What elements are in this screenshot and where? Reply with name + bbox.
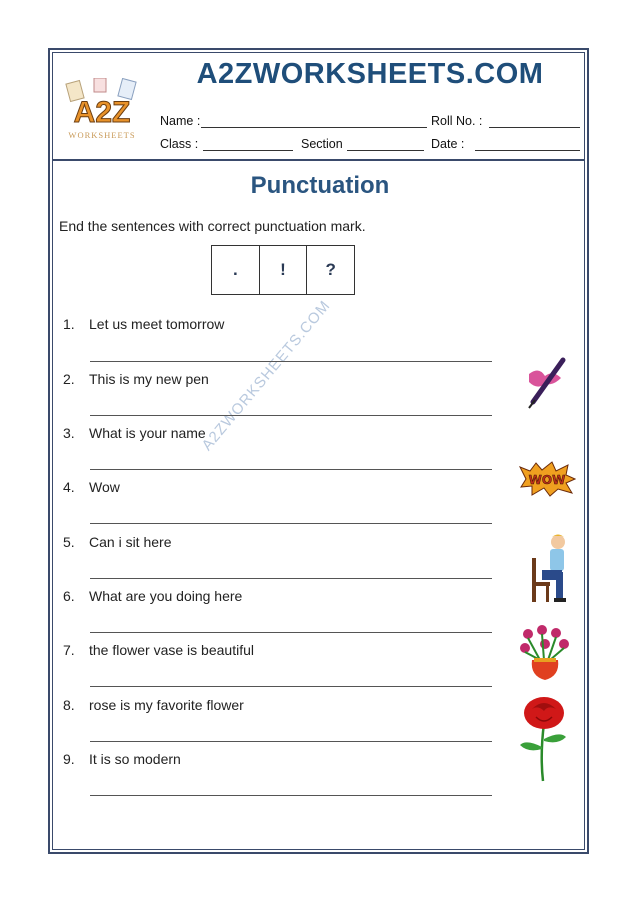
question-item: 2. This is my new pen (63, 371, 209, 387)
answer-line[interactable] (90, 361, 492, 362)
date-field[interactable] (475, 150, 580, 151)
answer-line[interactable] (90, 523, 492, 524)
answer-line[interactable] (90, 415, 492, 416)
flower-vase-icon (518, 624, 572, 682)
question-item: 9. It is so modern (63, 751, 181, 767)
mark-period: . (212, 246, 260, 294)
class-label: Class : (160, 137, 199, 151)
logo-mark: A2Z (73, 96, 131, 129)
question-text: What is your name (89, 425, 206, 441)
watermark: A2ZWORKSHEETS.COM (198, 297, 334, 454)
question-item: 1. Let us meet tomorrow (63, 316, 225, 332)
question-text: It is so modern (89, 751, 181, 767)
question-text: What are you doing here (89, 588, 243, 604)
a2z-logo (60, 78, 144, 144)
question-text: Let us meet tomorrow (89, 316, 225, 332)
answer-line[interactable] (90, 795, 492, 796)
answer-line[interactable] (90, 469, 492, 470)
question-text: This is my new pen (89, 371, 209, 387)
section-field[interactable] (347, 150, 424, 151)
header-divider (53, 159, 584, 161)
roll-field[interactable] (489, 127, 580, 128)
mark-exclamation: ! (260, 246, 308, 294)
question-item: 3. What is your name (63, 425, 206, 441)
answer-line[interactable] (90, 686, 492, 687)
logo-subtext: WORKSHEETS (68, 130, 136, 140)
question-item: 6. What are you doing here (63, 588, 243, 604)
section-label: Section (301, 137, 343, 151)
svg-text:WOW: WOW (528, 473, 566, 487)
answer-line[interactable] (90, 578, 492, 579)
question-item: 8. rose is my favorite flower (63, 697, 244, 713)
instruction-text: End the sentences with correct punctuation mark. (59, 218, 366, 234)
question-text: Wow (89, 479, 120, 495)
wow-burst-icon (518, 461, 576, 497)
question-item: 5. Can i sit here (63, 534, 172, 550)
name-field[interactable] (201, 127, 427, 128)
rose-icon (518, 695, 568, 783)
answer-line[interactable] (90, 741, 492, 742)
question-item: 7. the flower vase is beautiful (63, 642, 254, 658)
site-title: A2ZWORKSHEETS.COM (196, 58, 544, 90)
mark-question: ? (325, 260, 336, 279)
question-text: the flower vase is beautiful (89, 642, 254, 658)
answer-line[interactable] (90, 632, 492, 633)
name-label: Name : (160, 114, 201, 128)
sitting-boy-icon (528, 532, 572, 604)
punctuation-marks-box (211, 245, 355, 295)
question-text: rose is my favorite flower (89, 697, 244, 713)
worksheet-title: Punctuation (250, 172, 390, 199)
roll-label: Roll No. : (431, 114, 483, 128)
class-field[interactable] (203, 150, 293, 151)
question-item: 4. Wow (63, 479, 120, 495)
date-label: Date : (431, 137, 465, 151)
pen-icon (523, 356, 569, 410)
question-text: Can i sit here (89, 534, 172, 550)
